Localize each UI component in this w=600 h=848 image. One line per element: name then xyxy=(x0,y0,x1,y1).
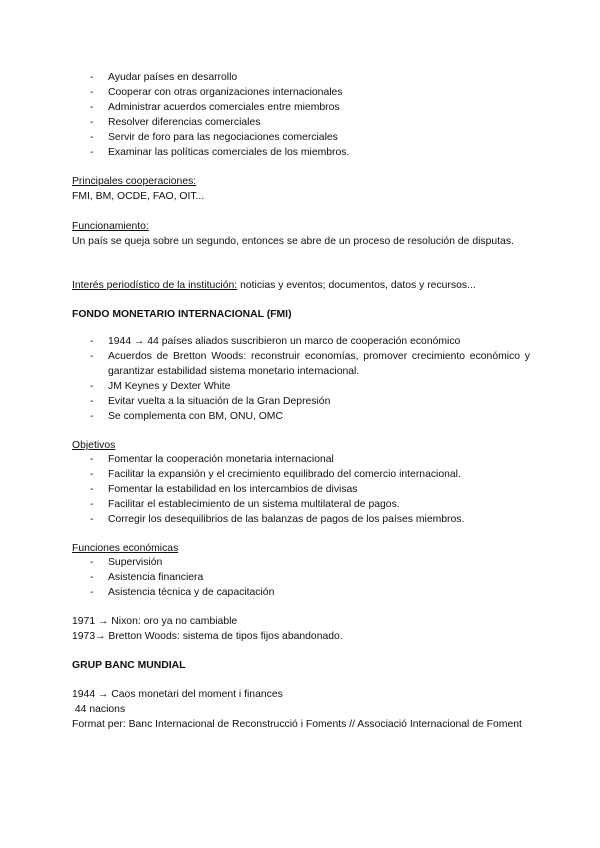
grup-line: 1944 → Caos monetari del moment i finances xyxy=(72,689,283,700)
grup-heading: GRUP BANC MUNDIAL xyxy=(72,660,186,671)
list-item: - Examinar las políticas comerciales de los miembros. xyxy=(90,146,530,161)
list-item: - Corregir los desequilibrios de las balanzas de pagos de los países miembros. xyxy=(90,513,530,528)
interes-label: Interés periodístico de la institución: xyxy=(72,280,238,291)
funcionamiento-text: Un país se queja sobre un segundo, entonces se abre de un proceso de resolución de disputas. xyxy=(72,236,514,247)
fmi-heading: FONDO MONETARIO INTERNACIONAL (FMI) xyxy=(72,309,292,320)
wto-functions-list xyxy=(90,71,530,160)
cooperaciones-text: FMI, BM, OCDE, FAO, OIT... xyxy=(72,191,205,202)
list-item: - Facilitar el establecimiento de un sistema multilateral de pagos. xyxy=(90,498,530,513)
list-item: - Ayudar países en desarrollo xyxy=(90,71,530,86)
interes-text: noticias y eventos; documentos, datos y recursos... xyxy=(237,280,476,291)
list-item: - Servir de foro para las negociaciones comerciales xyxy=(90,131,530,146)
list-item: - 1944 → 44 países aliados suscribieron un marco de cooperación económico xyxy=(90,335,530,350)
fmi-list xyxy=(90,335,530,424)
funcionamiento-title: Funcionamiento: xyxy=(72,221,149,232)
list-item: - Fomentar la cooperación monetaria internacional xyxy=(90,453,530,468)
list-item: - Se complementa con BM, ONU, OMC xyxy=(90,410,530,425)
grup-line: 44 nacions xyxy=(72,704,126,715)
cooperaciones-section xyxy=(72,174,530,204)
list-item: - Cooperar con otras organizaciones internacionales xyxy=(90,86,530,101)
historia-line: 1971 → Nixon: oro ya no cambiable xyxy=(72,616,238,627)
objetivos-title: Objetivos xyxy=(72,440,116,451)
historia-section xyxy=(72,614,530,644)
list-item: - Administrar acuerdos comerciales entre miembros xyxy=(90,101,530,116)
funcionamiento-section xyxy=(72,219,530,249)
grup-section xyxy=(72,687,530,732)
list-item: - Fomentar la estabilidad en los intercambios de divisas xyxy=(90,483,530,498)
historia-line: 1973→ Bretton Woods: sistema de tipos fijos abandonado. xyxy=(72,631,343,642)
funciones-list xyxy=(90,556,530,601)
list-item: - Acuerdos de Bretton Woods: reconstruir economías, promover crecimiento económico y garantizar estabilidad sistema monetario internacional. xyxy=(90,350,530,380)
list-item: - JM Keynes y Dexter White xyxy=(90,380,530,395)
interes-section xyxy=(72,278,530,293)
funciones-title: Funciones económicas xyxy=(72,543,179,554)
list-item: - Asistencia financiera xyxy=(90,571,530,586)
list-item: - Facilitar la expansión y el crecimiento equilibrado del comercio internacional. xyxy=(90,468,530,483)
list-item: - Evitar vuelta a la situación de la Gran Depresión xyxy=(90,395,530,410)
list-item: - Asistencia técnica y de capacitación xyxy=(90,586,530,601)
list-item: - Resolver diferencias comerciales xyxy=(90,116,530,131)
objetivos-list xyxy=(90,453,530,528)
cooperaciones-title: Principales cooperaciones: xyxy=(72,176,197,187)
grup-line: Format per: Banc Internacional de Reconstrucció i Foments // Associació Internacional de Foment xyxy=(72,719,522,730)
list-item: - Supervisión xyxy=(90,556,530,571)
